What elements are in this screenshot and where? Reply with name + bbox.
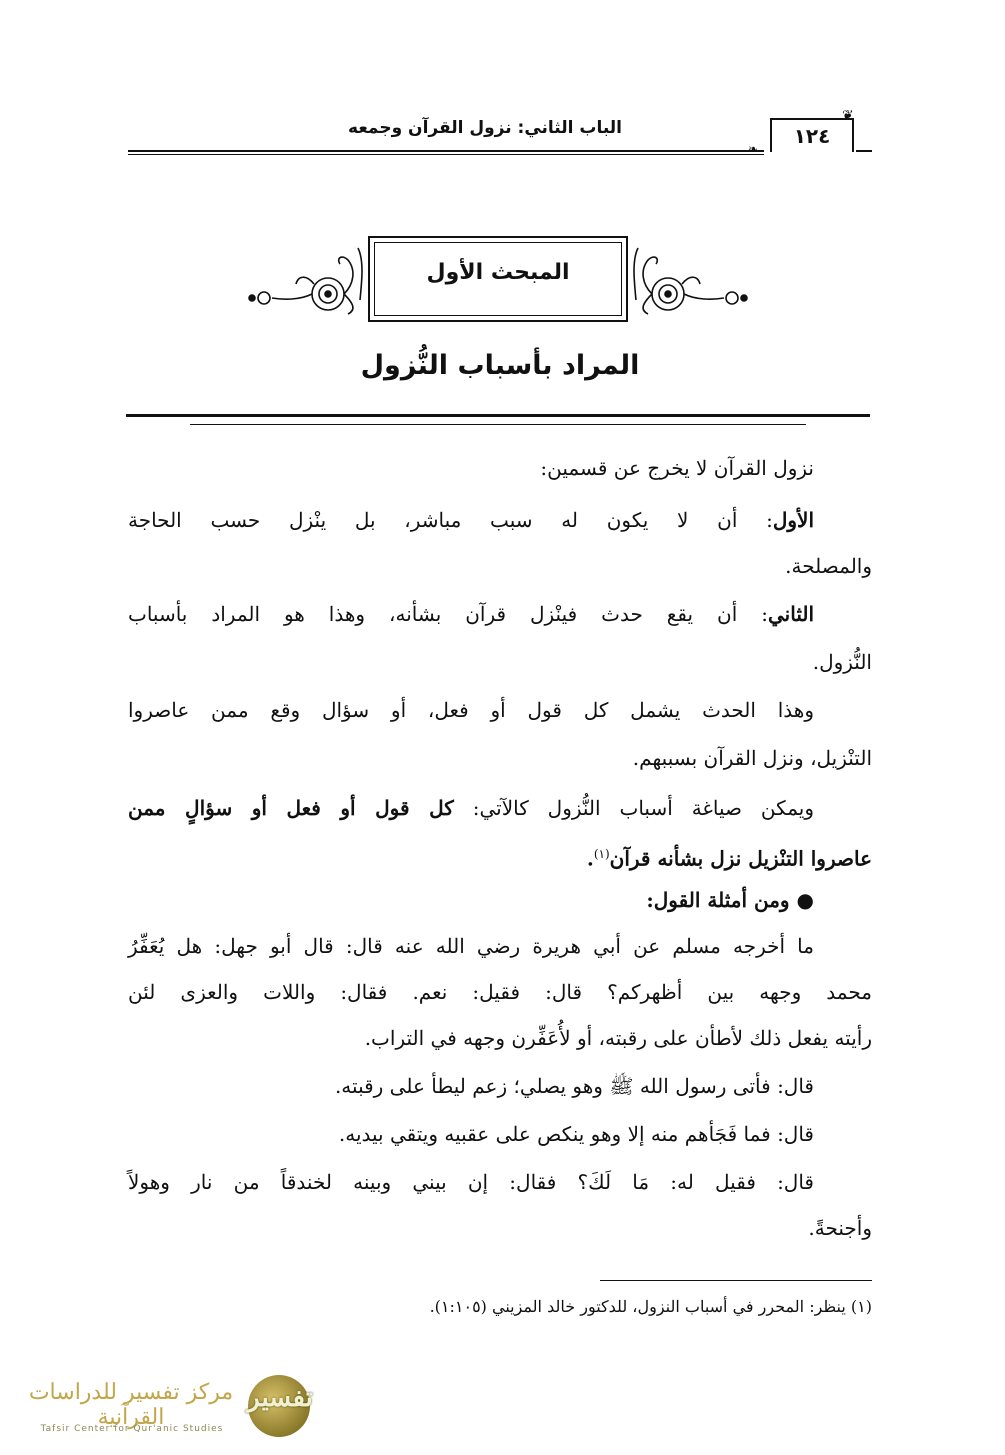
paragraph-line xyxy=(128,784,872,832)
definition-text: كل قول أو فعل أو سؤالٍ ممن xyxy=(128,796,454,820)
header-curl-ornament-icon: ❦ xyxy=(842,108,854,124)
paragraph-line xyxy=(128,496,872,544)
title-rule xyxy=(126,414,870,417)
title-rule-thin xyxy=(190,424,806,425)
footnote-rule xyxy=(600,1280,872,1281)
subheading xyxy=(128,876,872,924)
punctuation: . xyxy=(586,846,594,871)
paragraph-line: محمد وجهه بين أظهركم؟ قال: فقيل: نعم. فقال: واللات والعزى لئن xyxy=(128,980,872,1004)
term-label: الثاني xyxy=(767,602,814,626)
subheading-text: ● ومن أمثلة القول: xyxy=(646,888,814,912)
paragraph-line: ما أخرجه مسلم عن أبي هريرة رضي الله عنه قال: قال أبو جهل: هل يُعَفِّرُ xyxy=(128,934,814,958)
footnote: (١) ينظر: المحرر في أسباب النزول، للدكتور خالد المزيني (١:١٠٥). xyxy=(429,1297,872,1316)
paragraph-line: نزول القرآن لا يخرج عن قسمين: xyxy=(540,456,814,480)
paragraph-line: قال: فأتى رسول الله ﷺ وهو يصلي؛ زعم ليطأ على رقبته. xyxy=(334,1074,814,1098)
header-rule-thin xyxy=(128,154,764,155)
logo-english-text: Tafsir Center for Qur'anic Studies xyxy=(40,1424,224,1434)
line-text: ويمكن صياغة أسباب النُّزول كالآتي: xyxy=(453,796,814,820)
definition-text: عاصروا التنْزيل نزل بشأنه قرآن xyxy=(609,846,872,871)
paragraph-line: وهذا الحدث يشمل كل قول أو فعل، أو سؤال وقع ممن عاصروا xyxy=(128,698,814,722)
header-tick xyxy=(856,150,872,152)
section-label: المبحث الأول xyxy=(426,260,570,285)
header-rule xyxy=(128,150,764,152)
term-label: الأول xyxy=(772,508,814,532)
page-number: ١٢٤ xyxy=(793,124,831,148)
paragraph-line: والمصلحة. xyxy=(785,554,872,578)
page-title: المراد بأسباب النُّزول xyxy=(360,350,640,381)
paragraph-line: وأجنحةً. xyxy=(808,1216,872,1240)
running-header-title: الباب الثاني: نزول القرآن وجمعه xyxy=(348,118,622,138)
footnote-ref[interactable]: (١) xyxy=(593,847,610,861)
paragraph-line: التنْزيل، ونزل القرآن بسببهم. xyxy=(632,746,872,770)
paragraph-line xyxy=(128,830,872,878)
logo-arabic-text: مركز تفسير للدراسات القرآنية xyxy=(28,1380,234,1430)
line-text: : أن لا يكون له سبب مباشر، بل ينْزل حسب الحاجة xyxy=(128,508,773,532)
right-floral-ornament-icon xyxy=(630,240,752,320)
paragraph-line: قال: فقيل له: مَا لَكَ؟ فقال: إن بيني وبينه لخندقاً من نار وهولاً xyxy=(128,1170,814,1194)
left-floral-ornament-icon xyxy=(244,240,366,320)
paragraph-line: قال: فما فَجَأهم منه إلا وهو ينكص على عقبيه ويتقي بيديه. xyxy=(338,1122,814,1146)
paragraph-line xyxy=(128,590,872,638)
paragraph-line: رأيته يفعل ذلك لأطأن على رقبته، أو لأُعَفِّرن وجهه في التراب. xyxy=(364,1026,872,1050)
header-flourish-icon: ❧ xyxy=(748,142,759,156)
logo-word: تفسير xyxy=(247,1383,313,1413)
paragraph-line: النُّزول. xyxy=(812,650,872,674)
line-text: : أن يقع حدث فينْزل قرآن بشأنه، وهذا هو المراد بأسباب xyxy=(128,602,768,626)
